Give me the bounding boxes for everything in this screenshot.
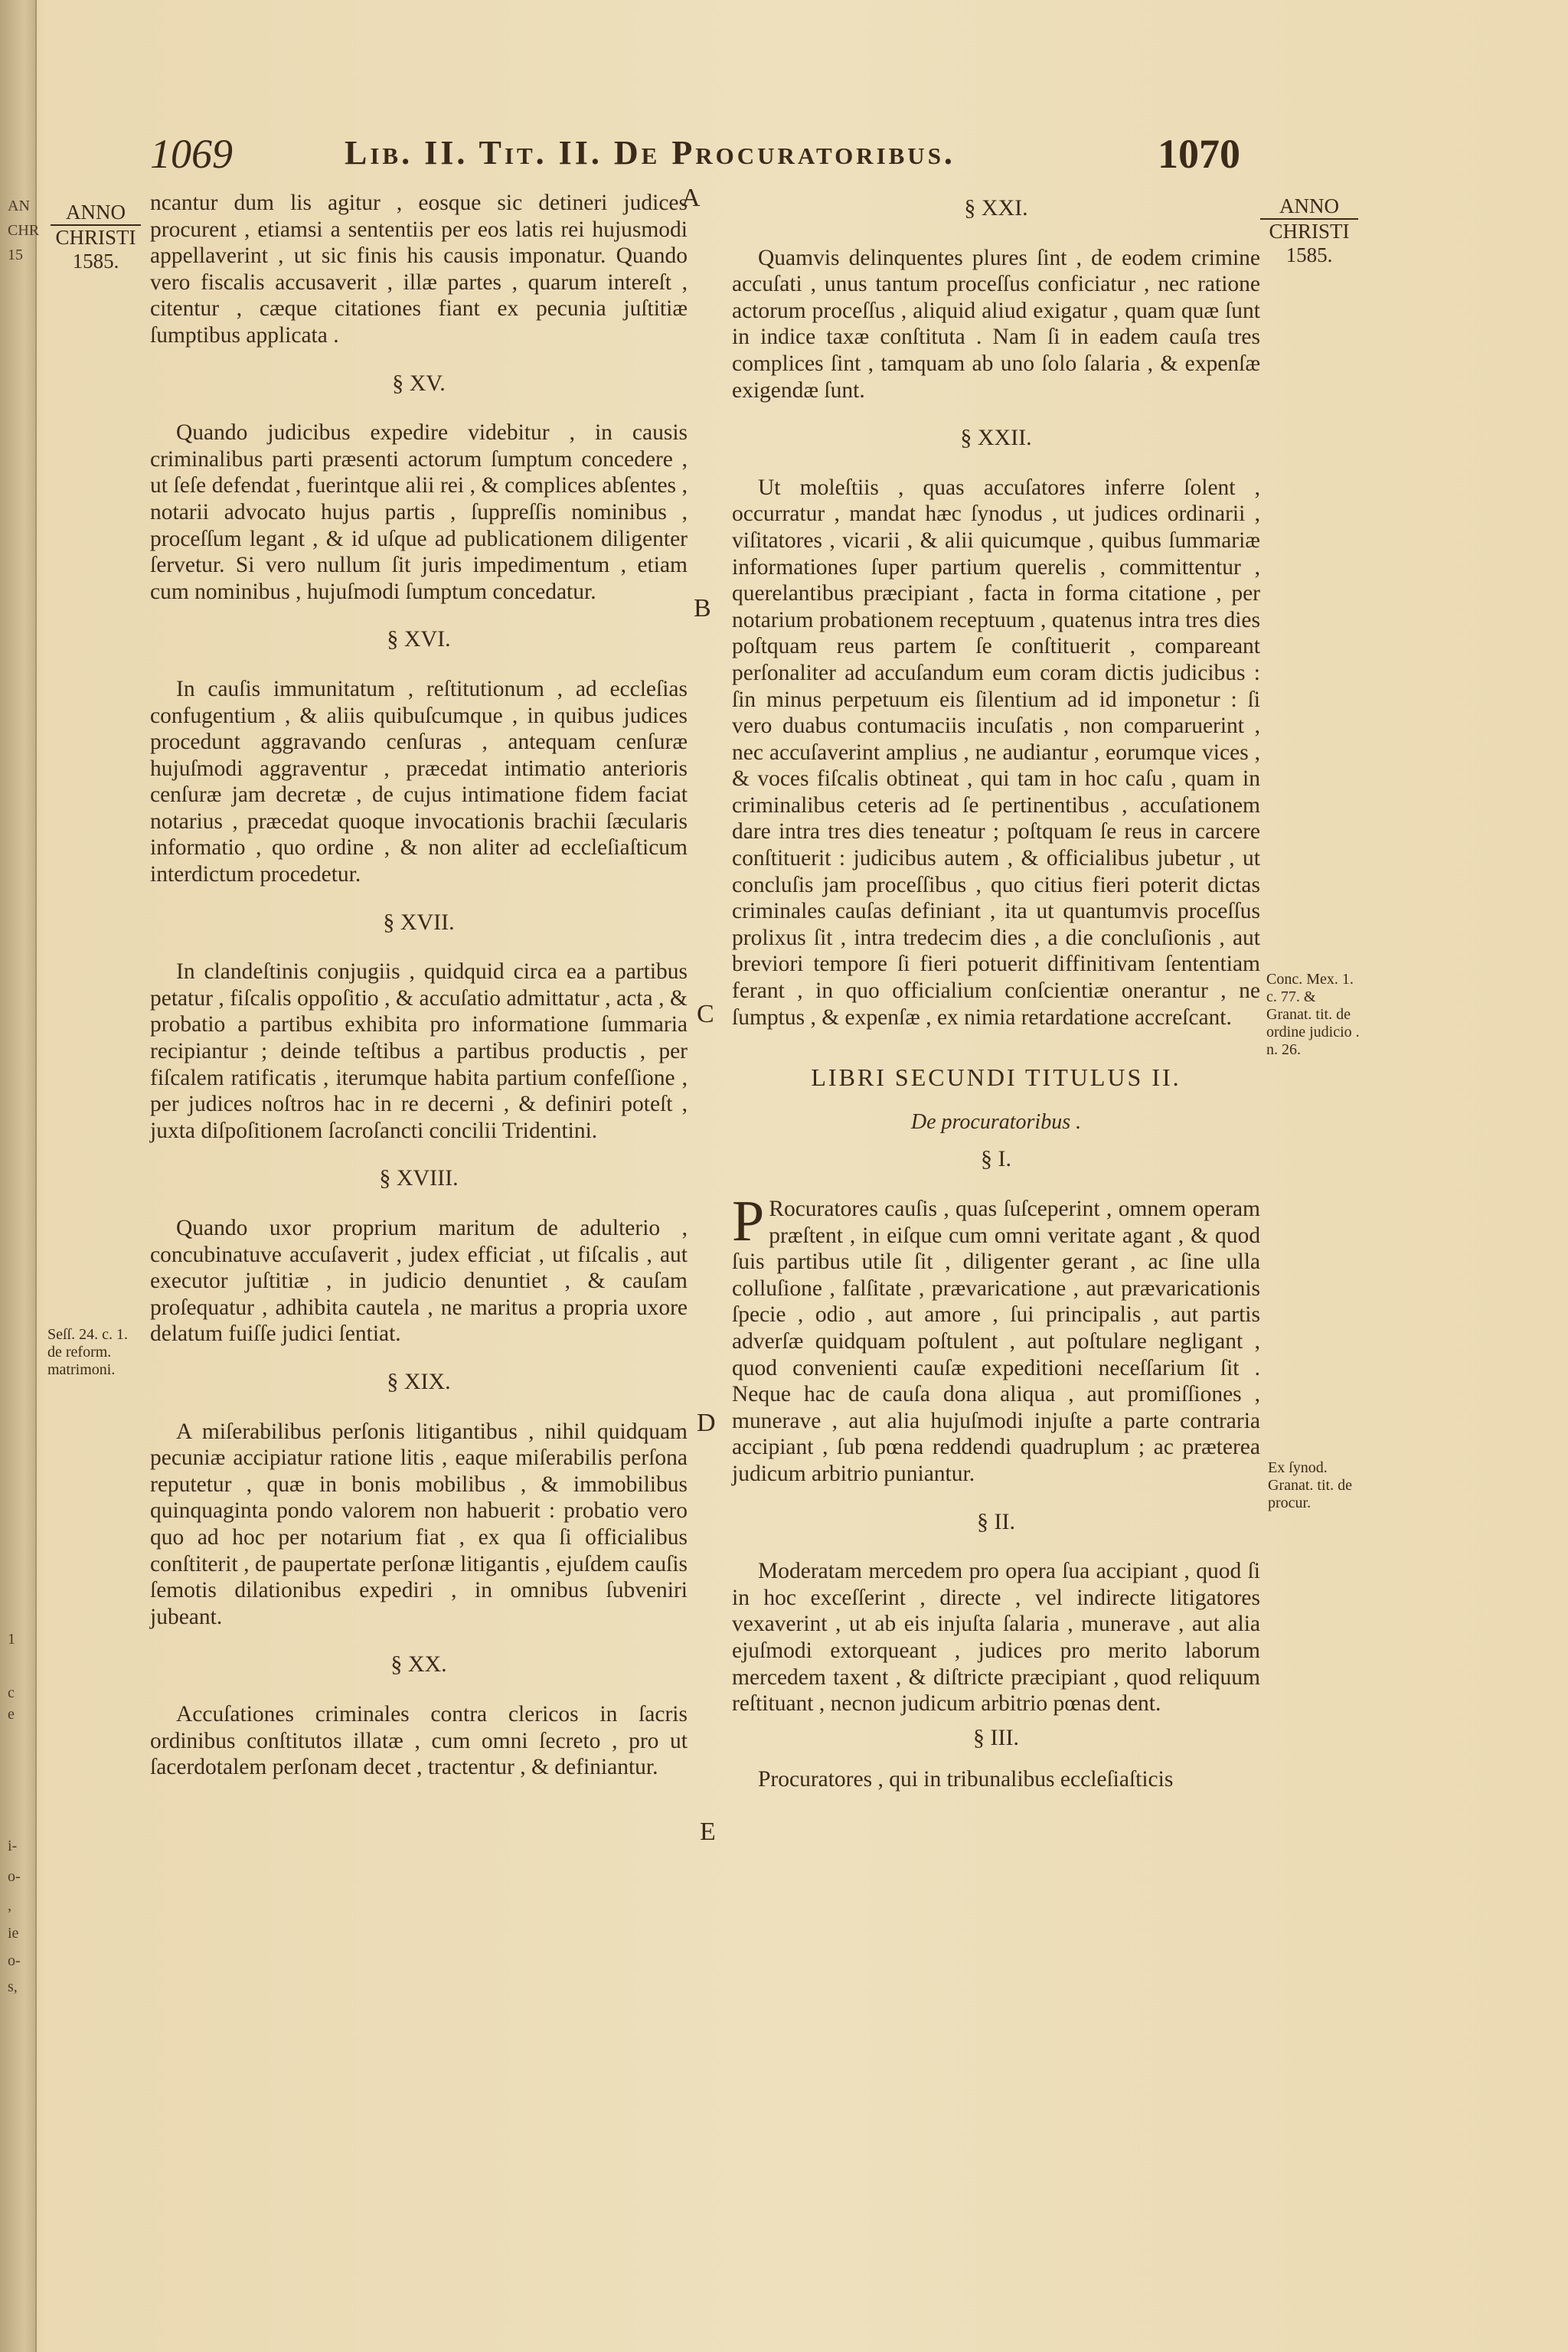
- right-column: [732, 195, 1260, 1793]
- book-spine: [0, 0, 40, 2352]
- section-letter: C: [697, 1000, 714, 1028]
- section-letter: E: [700, 1818, 716, 1846]
- margin-note: Conc. Mex. 1. c. 77. & Granat. tit. de ordine judicio . n. 26.: [1266, 971, 1360, 1058]
- christi-label: CHRISTI: [55, 226, 136, 249]
- paragraph: Quando judicibus expedire videbitur , in causis criminalibus parti præsenti actorum ſumptum concedere , ut ſeſe defendat , fuerintque alii rei , & complices abſentes , notarii advocato hujus partis , ſuppreſſis nominibus , proceſſum legant , & id uſque ad publicationem diligenter ſervetur. Si vero nullum ſit juris impedimentum , etiam cum nominibus , hujuſmodi ſumptum concedatur.: [150, 420, 688, 604]
- paragraph: Procuratores , qui in tribunalibus eccleſiaſticis: [758, 1767, 1174, 1792]
- section-letter: B: [694, 594, 711, 622]
- section-heading: § XX.: [390, 1651, 447, 1677]
- paragraph: [732, 1189, 1260, 1488]
- spine-fragment: ie: [8, 1925, 19, 1942]
- anno-label: ANNO: [51, 201, 141, 226]
- spine-fragment: 15: [8, 247, 23, 263]
- book-title: LIBRI SECUNDI TITULUS II.: [811, 1063, 1181, 1092]
- paragraph: Accuſationes criminales contra clericos in ſacris ordinibus conſtitutos illatæ , cum omni ſecreto , pro ut ſacerdotalem perſonam decet , tractentur , & definiantur.: [150, 1701, 688, 1780]
- spine-fragment: 1: [8, 1631, 15, 1648]
- paragraph: Quando uxor proprium maritum de adulterio , concubinatuve accuſaverit , judex efficiat , ut fiſcalis , aut executor juſtitiæ , in judicio denuntiet , & cauſam proſequatur , adhibita cautela , ne maritus a propria uxore delatum fuiſſe judici ſentiat.: [150, 1216, 688, 1347]
- paragraph: In cauſis immunitatum , reſtitutionum , ad eccleſias confugentium , & aliis quibuſcumque , in quibus judices procedunt aggravando cenſuras , antequam cenſuræ hujuſmodi aggraventur , præcedat intimatio anterioris cenſuræ jam decretæ , de cujus intimatione fidem faciat notarius , præcedat quoque invocationis brachii ſæcularis informatio , quo ordine , & non aliter ad eccleſiaſticum interdictum procedetur.: [150, 676, 688, 887]
- year-box-left: [51, 201, 141, 273]
- year-label: 1585.: [1285, 243, 1333, 266]
- paragraph: A miſerabilibus perſonis litigantibus , nihil quidquam pecuniæ accipiatur ratione litis , eaque miſerabilis perſona reputetur , quæ in bonis mobilibus , & immobilibus quinquaginta pondo valorem non habuerit : probatio vero quo ad hoc per notarium fiat , ex qua ſi officialibus conſtiterit , de paupertate perſonæ litigantis , ejuſdem cauſis ſemotis dilationibus expediri , in omnibus ſubveniri jubeant.: [150, 1419, 688, 1629]
- margin-note: Ex ſynod. Granat. tit. de procur.: [1268, 1459, 1352, 1511]
- section-heading: § XV.: [392, 370, 446, 396]
- section-heading: § XVI.: [387, 626, 451, 652]
- year-box-right: [1260, 194, 1358, 267]
- paragraph: Quamvis delinquentes plures ſint , de eodem crimine accuſati , unus tantum proceſſus conficiatur , nec ratione actorum proceſſus , aliquid aliud exigatur , quam quæ ſunt in indice taxæ conſtituta . Nam ſi in eadem cauſa tres complices ſint , tamquam ab uno ſolo ſalaria , & expenſæ exigendæ ſunt.: [732, 245, 1260, 403]
- spine-fragment: s,: [8, 1978, 18, 1995]
- page-header: [0, 130, 1568, 184]
- spine-fragment: c: [8, 1684, 15, 1701]
- spine-fragment: AN: [8, 198, 30, 214]
- drop-capital: P: [732, 1189, 765, 1253]
- paragraph: Ut moleſtiis , quas accuſatores inferre ſolent , occurratur , mandat hæc ſynodus , ut judices ordinarii , viſitatores , vicarii , & alii quicumque , quibus ſummariæ informationes ſuper partium querelis , committentur , querelantibus præcipiant , facta in forma citatione , per notarium probationem receptuum , quatenus intra tres dies poſtquam reus partem ſe conſtituerit , compareant perſonaliter ad accuſandum eum coram dictis judicibus : ſin minus perpetuum eis ſilentium ad id imponetur : ſi vero duabus contumaciis incuſatis , non comparuerint , nec accuſaverint amplius , ne audiantur , eorumque vices , & voces fiſcalis obtineat , qui tam in hoc caſu , quam in criminalibus ceteris ad ſe pertinentibus , accuſationem dare intra tres dies teneatur ; poſtquam ſe reus in carcere conſtituerit : judicibus autem , & officialibus jubetur , ut concluſis jam proceſſibus , quo citius fieri poterit dictas criminales cauſas definiant , ita ut quantumvis proceſſus prolixus ſit , intra tredecim dies , a die concluſionis , aut breviori tempore ſi fieri potuerit diffinitivam ſententiam ferant , in quo officialium conſcientiæ onerantur , ne ſumptus , & expenſæ , ex nimia retardatione accreſcant.: [732, 475, 1260, 1030]
- christi-label: CHRISTI: [1269, 220, 1350, 243]
- spine-fragment: CHR: [8, 222, 40, 239]
- section-letter: A: [681, 184, 701, 212]
- section-heading: § XVIII.: [379, 1165, 459, 1191]
- paragraph-text: Rocuratores cauſis , quas ſuſceperint , omnem operam præſtent , in eiſque cum omni veritate agant , & quod ſuis partibus utile ſit , diligenter gerant , ac ſine ulla colluſione , falſitate , prævaricatione , aut prævaricationis ſpecie , odio , aut amore , ſui principalis , aut partis adverſæ quidquam poſtulent , aut poſtulare negligant , quod convenienti cauſæ expeditioni neceſſarium ſit . Neque hac de cauſa dona aliqua , aut promiſſiones , munerave , aut alia hujuſmodi injuſte a parte contraria accipiant , ſub pœna reddendi quadruplum ; ac præterea judicum arbitrio puniantur.: [732, 1197, 1260, 1486]
- spine-fragment: e: [8, 1706, 15, 1723]
- page-number-right: 1070: [1158, 131, 1240, 177]
- book-subtitle: De procuratoribus .: [910, 1109, 1082, 1134]
- year-label: 1585.: [72, 250, 119, 273]
- running-title: Lib. II. Tit. II. De Procuratoribus.: [345, 134, 956, 172]
- left-column: [150, 190, 688, 1781]
- section-heading: § XIX.: [387, 1368, 451, 1394]
- paragraph: Moderatam mercedem pro opera ſua accipiant , quod ſi in hoc exceſſerint , directe , vel indirecte litigatores vexaverint , ut ab eis injuſta ſalaria , munerave , aut alia ejuſmodi extorqueant , judices pro merito laborum mercedem taxent , & diſtricte præcipiant , quod reliquum reſtituant , necnon judicum arbitrio pœnas dent.: [732, 1559, 1260, 1717]
- section-heading: § XVII.: [383, 909, 455, 935]
- section-heading: § III.: [973, 1724, 1019, 1750]
- spine-fragment: o-: [8, 1868, 21, 1885]
- section-heading: § II.: [977, 1508, 1015, 1534]
- page-number-left: 1069: [150, 131, 233, 177]
- section-heading: § I.: [981, 1146, 1011, 1172]
- paragraph: ncantur dum lis agitur , eosque sic detineri judices procurent , etiamsi a sententiis per eos latis rei hujusmodi appellaverint , ut sic finis his causis imponatur. Quando vero fiscalis accusaverit , illæ partes , quarum intereſt , citentur , cæque citationes fiant ex pecunia juſtitiæ ſumptibus applicata .: [150, 191, 688, 348]
- section-heading: § XXII.: [960, 425, 1032, 451]
- section-heading: § XXI.: [964, 195, 1028, 220]
- spine-fragment: i-: [8, 1838, 18, 1854]
- spine-fragment: o-: [8, 1952, 21, 1969]
- spine-fragment: ,: [8, 1897, 11, 1914]
- margin-note: Seſſ. 24. c. 1. de reform. matrimoni.: [47, 1326, 128, 1378]
- section-letter: D: [697, 1409, 716, 1437]
- anno-label: ANNO: [1260, 194, 1358, 220]
- paragraph: In clandeſtinis conjugiis , quidquid circa ea a partibus petatur , fiſcalis oppoſitio , & accuſatio admittatur , acta , & probatio a partibus exhibita pro informatione ſummaria recipiantur ; deinde teſtibus a partibus productis , per fiſcalem ratificatis , iterumque habita partium confeſſione , per judices noſtros hac in re decerni , & definiri poteſt , juxta diſpoſitionem ſacroſancti concilii Tridentini.: [150, 959, 688, 1143]
